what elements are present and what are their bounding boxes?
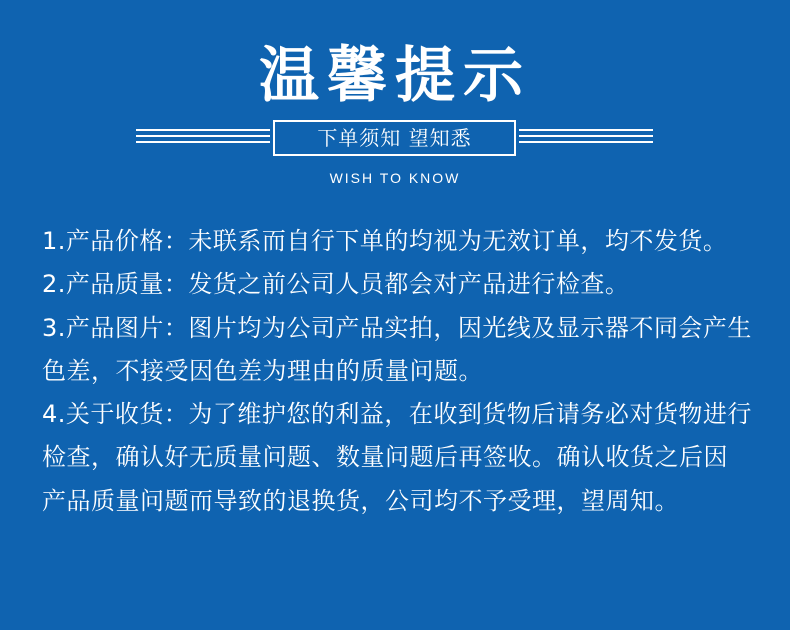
page-title: 温馨提示 [259,41,531,111]
notice-item-images: 3.产品图片：图片均为公司产品实拍，因光线及显示器不同会产生色差，不接受因色差为理由的质量问题。 [42,313,752,385]
notice-item-receipt: 4.关于收货：为了维护您的利益，在收到货物后请务必对货物进行检查，确认好无质量问题、数量问题后再签收。确认收货之后因产品质量问题而导致的退换货，公司均不予受理，望周知。 [42,400,752,515]
notice-list [42,220,752,523]
decorative-lines-right [519,129,653,149]
banner [0,120,790,160]
banner-label: 下单须知 望知悉 [273,120,516,156]
decorative-lines-left [136,129,270,149]
subtitle: WISH TO KNOW [329,170,461,186]
notice-item-price: 1.产品价格：未联系而自行下单的均视为无效订单，均不发货。 [42,227,728,255]
notice-item-quality: 2.产品质量：发货之前公司人员都会对产品进行检查。 [42,270,630,299]
